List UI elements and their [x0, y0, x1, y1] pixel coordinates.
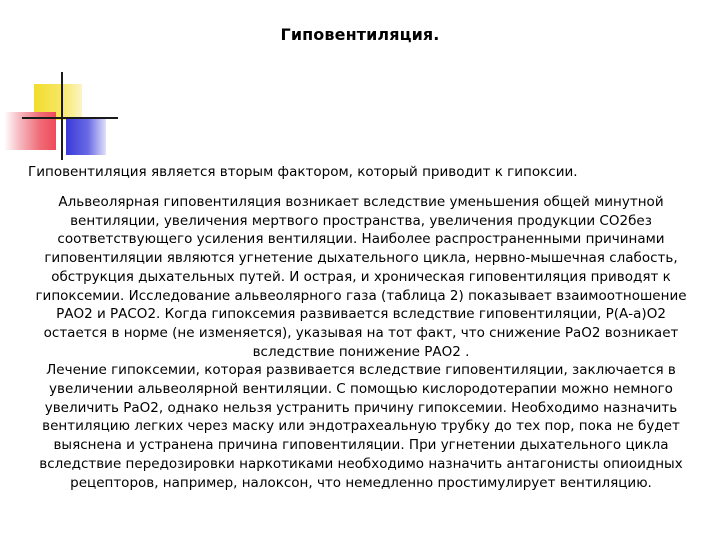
- body-text: [24, 193, 698, 492]
- decor-horizontal-line: [22, 117, 118, 119]
- decor-vertical-line: [61, 72, 63, 160]
- intro-text: Гиповентиляция является вторым фактором, который приводит к гипоксии.: [28, 164, 578, 180]
- paragraph-treatment: Лечение гипоксемии, которая развивается вследствие гиповентиляции, заключается в увеличении альвеолярной вентиляции. С помощью кислородотерапии можно немного увеличить РаО2, однако нельзя устранить причину гипоксемии. Необходимо назначить вентиляцию легких через маску или эндотрахеальную трубку до тех пор, пока не будет выяснена и устранена причина гиповентиляции. При угнетении дыхательного цикла вследствие передозировки наркотиками необходимо назначить антагонисты опиоидных рецепторов, например, налоксон, что немедленно простимулирует вентиляцию.: [39, 362, 683, 491]
- page-title: Гиповентиляция.: [280, 25, 440, 44]
- paragraph-mechanism: Альвеолярная гиповентиляция возникает вследствие уменьшения общей минутной вентиляции, увеличения мертвого пространства, увеличения продукции СО2без соответствующего усиления вентиляции. Наиболее распространенными причинами гиповентиляции являются угнетение дыхательного цикла, нервно-мышечная слабость, обструкция дыхательных путей. И острая, и хроническая гиповентиляция приводят к гипоксемии. Исследование альвеолярного газа (таблица 2) показывает взаимоотношение РАО2 и РАСО2. Когда гипоксемия развивается вследствие гиповентиляции, Р(А-а)О2 остается в норме (не изменяется), указывая на тот факт, что снижение РаО2 возникает вследствие понижение РАО2 .: [35, 194, 687, 360]
- decor-blue-square: [66, 119, 106, 155]
